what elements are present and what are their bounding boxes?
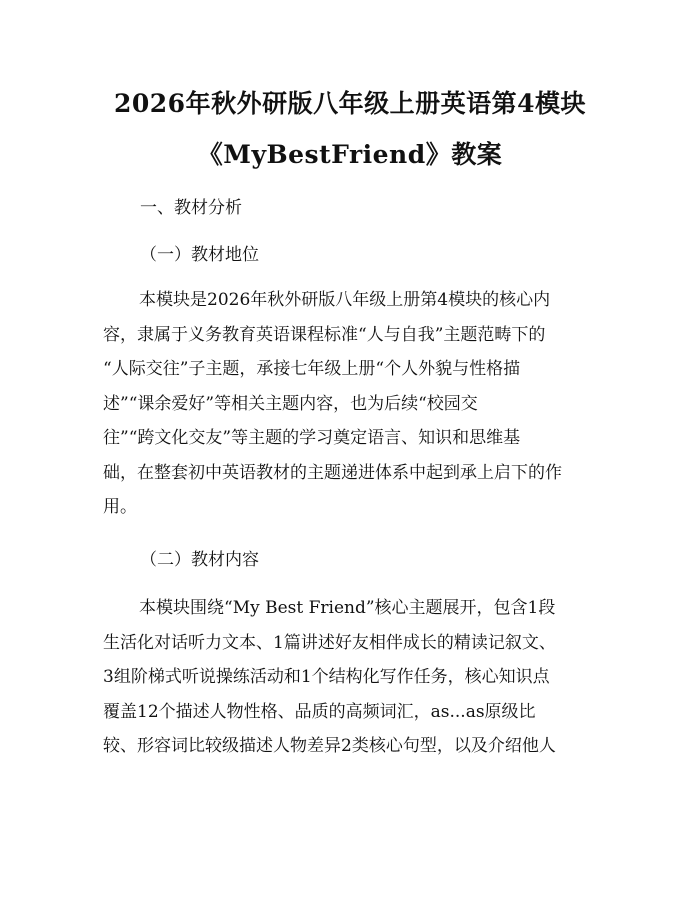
paragraph-line: 生活化对话听力文本、1篇讲述好友相伴成长的精读记叙文、 (103, 632, 556, 653)
paragraph-line: 3组阶梯式听说操练活动和1个结构化写作任务，核心知识点 (103, 667, 550, 687)
paragraph-line: 本模块围绕“My Best Friend”核心主题展开，包含1段 (139, 598, 556, 618)
paragraph-line: 用。 (103, 497, 137, 517)
paragraph-line: “人际交往”子主题，承接七年级上册“个人外貌与性格描 (103, 359, 521, 379)
paragraph-line: 覆盖12个描述人物性格、品质的高频词汇，as...as原级比 (103, 701, 536, 722)
paragraph-textbook-position (103, 283, 603, 525)
paragraph-textbook-content (103, 591, 603, 764)
paragraph-line: 础，在整套初中英语教材的主题递进体系中起到承上启下的作 (103, 462, 562, 483)
paragraph-line: 较、形容词比较级描述人物差异2类核心句型，以及介绍他人 (103, 736, 556, 756)
paragraph-line: 述”“课余爱好”等相关主题内容，也为后续“校园交 (103, 393, 478, 414)
section-heading-textbook-analysis: 一、教材分析 (140, 198, 242, 218)
subsection-heading-textbook-position: （一）教材地位 (140, 245, 259, 265)
document-title-line-2: 《MyBestFriend》教案 (197, 140, 503, 169)
paragraph-line: 容，隶属于义务教育英语课程标准“人与自我”主题范畴下的 (103, 324, 546, 345)
paragraph-line: 本模块是2026年秋外研版八年级上册第4模块的核心内 (139, 290, 551, 310)
document-title-line-1: 2026年秋外研版八年级上册英语第4模块 (114, 89, 586, 118)
subsection-heading-textbook-content: （二）教材内容 (140, 550, 259, 570)
paragraph-line: 往”“跨文化交友”等主题的学习奠定语言、知识和思维基 (103, 428, 521, 448)
